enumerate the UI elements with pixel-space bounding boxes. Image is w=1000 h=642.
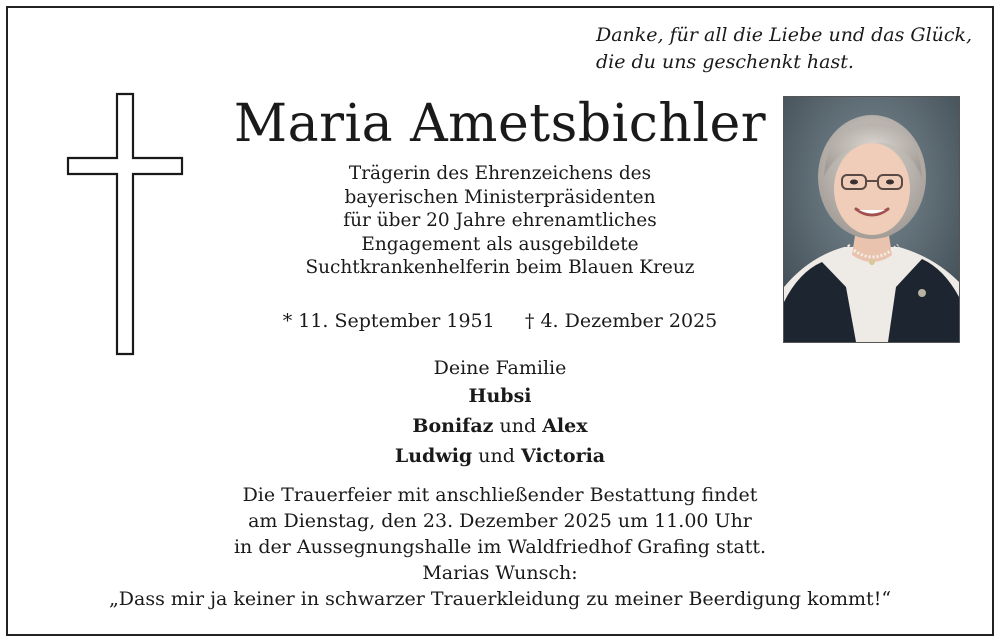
honor-text: [250, 162, 750, 280]
service-line: in der Aussegnungshalle im Waldfriedhof Grafing statt.: [233, 536, 767, 558]
family-row-2: [250, 411, 750, 441]
birth-date: * 11. September 1951: [282, 310, 495, 332]
honor-line: bayerischen Ministerpräsidenten: [344, 186, 656, 208]
service-line: am Dienstag, den 23. Dezember 2025 um 11.00 Uhr: [248, 510, 752, 532]
wish-quote: „Dass mir ja keiner in schwarzer Trauerkleidung zu meiner Beerdigung kommt!“: [108, 588, 892, 610]
portrait-photo: [783, 96, 960, 343]
family-member: Victoria: [520, 445, 606, 467]
honor-line: für über 20 Jahre ehrenamtliches: [343, 210, 657, 231]
deceased-name: Maria Ametsbichler: [233, 94, 767, 154]
cross-icon: [62, 90, 188, 360]
honor-line: Suchtkrankenhelferin beim Blauen Kreuz: [305, 257, 695, 278]
family-member: Bonifaz: [412, 415, 494, 437]
family-member: Ludwig: [394, 445, 473, 467]
motto-line-2: die du uns geschenkt hast.: [596, 51, 854, 73]
service-line: Die Trauerfeier mit anschließender Bestattung findet: [242, 484, 758, 506]
family-member: Alex: [542, 415, 588, 437]
funeral-details: [60, 482, 940, 612]
family-row-1: [250, 381, 750, 411]
honor-line: Trägerin des Ehrenzeichens des: [348, 163, 652, 184]
family-member: Hubsi: [468, 385, 532, 407]
honor-line: Engagement als ausgebildete: [361, 233, 639, 255]
life-dates: [250, 307, 750, 335]
family-signature: [250, 355, 750, 471]
death-date: † 4. Dezember 2025: [524, 310, 718, 332]
motto: [596, 22, 976, 76]
conjunction: und: [499, 415, 537, 437]
conjunction: und: [478, 445, 515, 467]
motto-line-1: Danke, für all die Liebe und das Glück,: [596, 24, 973, 46]
portrait-illustration: [784, 97, 959, 342]
wish-heading: Marias Wunsch:: [422, 562, 578, 584]
family-row-3: [250, 441, 750, 471]
family-intro: Deine Familie: [433, 357, 567, 379]
